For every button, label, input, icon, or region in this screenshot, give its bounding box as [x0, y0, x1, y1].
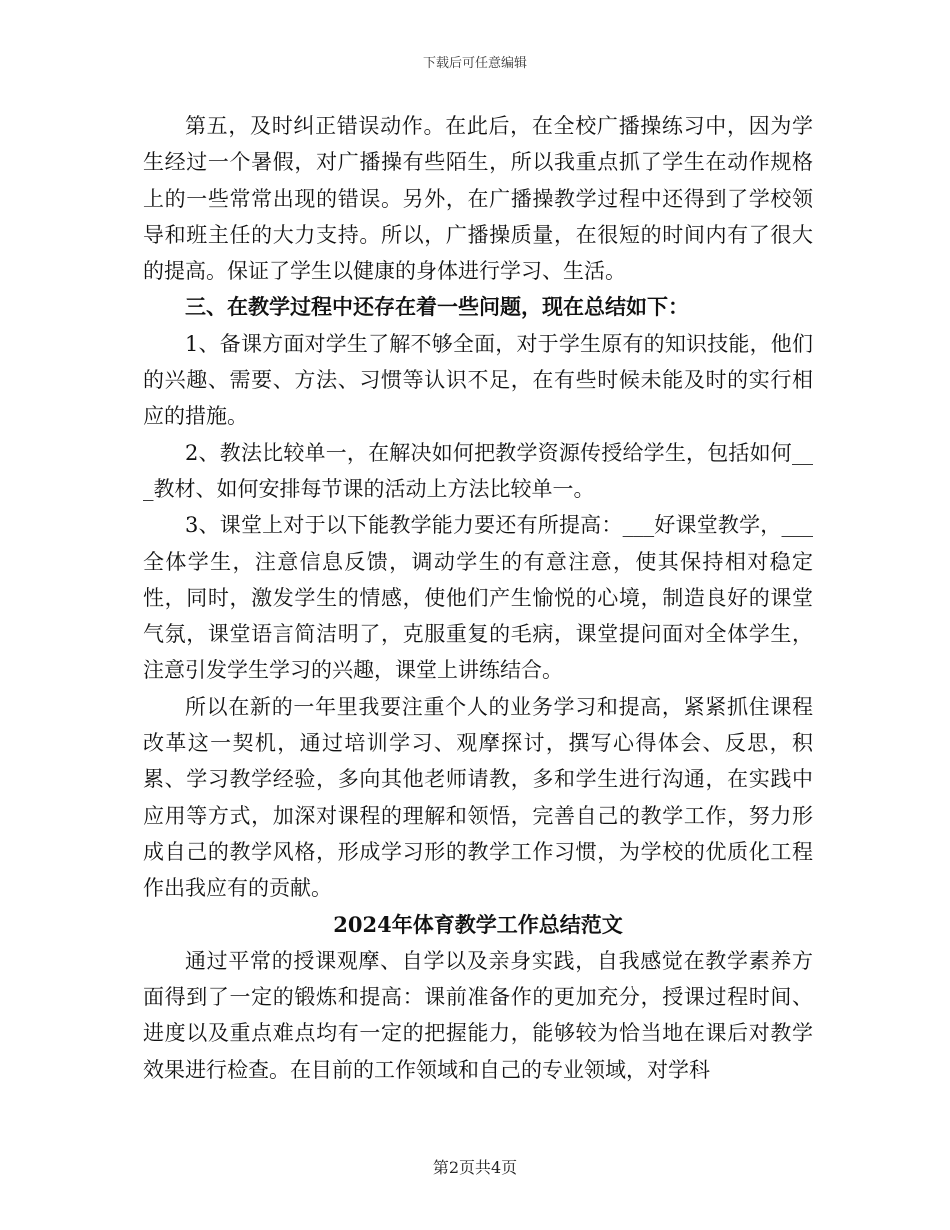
page-number: 第2页共4页: [432, 1158, 518, 1177]
heading-problems-summary: 三、在教学过程中还存在着一些问题，现在总结如下：: [185, 294, 689, 320]
paragraph-fifth-point: 第五，及时纠正错误动作。在此后，在全校广播操练习中，因为学生经过一个暑假，对广播操有些陌生，所以我重点抓了学生在动作规格上的一些常常出现的错误。另外，在广播操教学过程中还得到了学校领导和班主任的大力支持。所以，广播操质量，在很短的时间内有了很大的提高。保证了学生以健康的身体进行学习、生活。: [143, 114, 813, 284]
problem-item-3: 3、课堂上对于以下能教学能力要还有所提高：___好课堂教学，___全体学生，注意信息反馈，调动学生的有意注意，使其保持相对稳定性，同时，激发学生的情感，使他们产生愉悦的心境，制造良好的课堂气氛，课堂语言简洁明了，克服重复的毛病，课堂提问面对全体学生，注意引发学生学习的兴趣，课堂上讲练结合。: [143, 513, 813, 683]
paragraph-teaching-reflection: 通过平常的授课观摩、自学以及亲身实践，自我感觉在教学素养方面得到了一定的锻炼和提高：课前准备作的更加充分，授课过程时间、进度以及重点难点均有一定的把握能力，能够较为恰当地在课后对教学效果进行检查。在目前的工作领域和自己的专业领域，对学科: [143, 948, 813, 1082]
problem-item-2: 2、教法比较单一，在解决如何把教学资源传授给学生，包括如何___教材、如何安排每节课的活动上方法比较单一。: [143, 440, 813, 501]
paragraph-new-year-plan: 所以在新的一年里我要注重个人的业务学习和提高，紧紧抓住课程改革这一契机，通过培训学习、观摩探讨，撰写心得体会、反思，积累、学习教学经验，多向其他老师请教，多和学生进行沟通，在实践中应用等方式，加深对课程的理解和领悟，完善自己的教学工作，努力形成自己的教学风格，形成学习形的教学工作习惯，为学校的优质化工程作出我应有的贡献。: [143, 694, 813, 901]
document-body: [143, 108, 813, 1088]
section-title: 2024年体育教学工作总结范文: [333, 911, 623, 937]
download-edit-note: 下载后可任意编辑: [422, 56, 527, 71]
problem-item-1: 1、备课方面对学生了解不够全面，对于学生原有的知识技能，他们的兴趣、需要、方法、习惯等认识不足，在有些时候未能及时的实行相应的措施。: [143, 331, 813, 429]
